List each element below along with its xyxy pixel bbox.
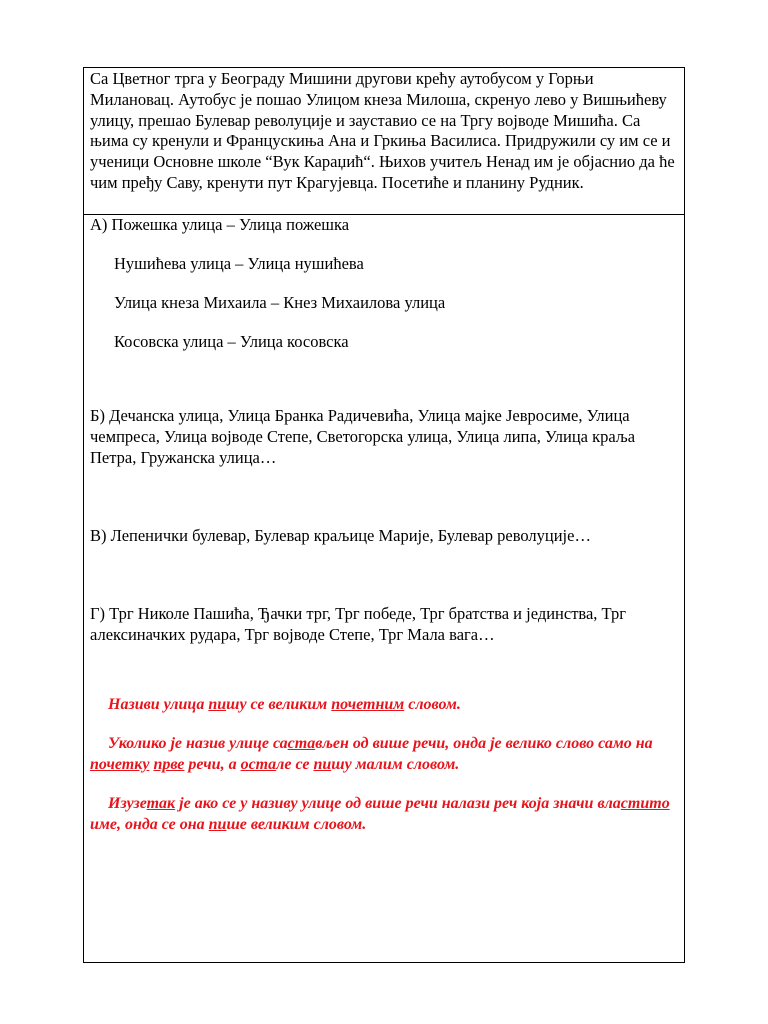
rule-3-part-1: Изузе: [108, 795, 147, 812]
section-v-paragraph: В) Лепенички булевар, Булевар краљице Марије, Булевар револуције…: [90, 526, 591, 545]
rule-2-part-6: шу малим словом.: [331, 755, 460, 773]
rule-3-underlined-3: пи: [208, 815, 227, 833]
rule-2: [90, 734, 678, 776]
section-a-line-4: Косовска улица – Улица косовска: [114, 332, 349, 351]
section-a-line-2: Нушићева улица – Улица нушићева: [114, 254, 364, 273]
story-paragraph: Са Цветног трга у Београду Мишини другови крећу аутобусом у Горњи Милановац. Аутобус је пошао Улицом кнеза Милоша, скренуо лево у Вишњићеву улицу, прешао Булевар револуције и зауставио се на Тргу војводе Мишића. Са њима су кренули и Францускиња Ана и Гркиња Василиса. Придружили су им се и ученици Основне школе “Вук Караџић“. Њихов учитељ Ненад им је објаснио да ће чим пређу Саву, кренути пут Крагујевца. Посетиће и планину Рудник.: [90, 69, 675, 192]
section-b-paragraph: Б) Дечанска улица, Улица Бранка Радичевића, Улица мајке Јевросиме, Улица чемпреса, Улица војводе Степе, Светогорска улица, Улица липа, Улица краља Петра, Гружанска улица…: [90, 406, 636, 467]
rule-1-underlined-2: почетним: [331, 696, 405, 713]
rule-2-part-1: Уколико је назив улице са: [108, 735, 288, 752]
rule-1-underlined-1: пи: [208, 696, 227, 713]
rule-2-underlined-2: почетку: [90, 755, 150, 773]
story-cell: [84, 68, 684, 215]
rule-3-part-3: име, онда се она: [90, 815, 209, 833]
rule-1-part-3: словом.: [404, 696, 461, 713]
rule-1: [108, 695, 678, 716]
section-g-paragraph: Г) Трг Николе Пашића, Ђачки трг, Трг победе, Трг братства и јединства, Трг алексиначких рудара, Трг војводе Степе, Трг Мала вага…: [90, 604, 627, 644]
rule-2-underlined-5: пи: [313, 755, 332, 773]
rule-3-underlined-1: так: [146, 795, 176, 812]
rule-2-part-4: речи, а: [184, 755, 241, 773]
rule-2-underlined-4: оста: [240, 755, 277, 773]
section-a-line-3: Улица кнеза Михаила – Кнез Михаилова улица: [114, 293, 446, 312]
rule-3-part-4: ше великим словом.: [226, 815, 367, 833]
rule-2-part-2: вљен од више речи, онда је велико слово само на: [315, 735, 653, 752]
rule-2-underlined-1: ста: [287, 735, 316, 752]
rule-1-part-2: шу се великим: [226, 696, 332, 713]
section-a-line-1: А) Пожешка улица – Улица пожешка: [90, 215, 350, 234]
rule-3: [90, 794, 678, 836]
rule-3-underlined-2: ститo: [620, 795, 670, 812]
rule-2-underlined-3: прве: [153, 755, 185, 773]
examples-cell: [84, 215, 684, 962]
rule-2-part-5: ле се: [276, 755, 314, 773]
rule-1-part-1: Називи улица: [108, 696, 209, 713]
content-table: [83, 67, 685, 963]
rule-3-part-2: је ако се у називу улице од више речи налази реч која значи вла: [175, 795, 621, 812]
